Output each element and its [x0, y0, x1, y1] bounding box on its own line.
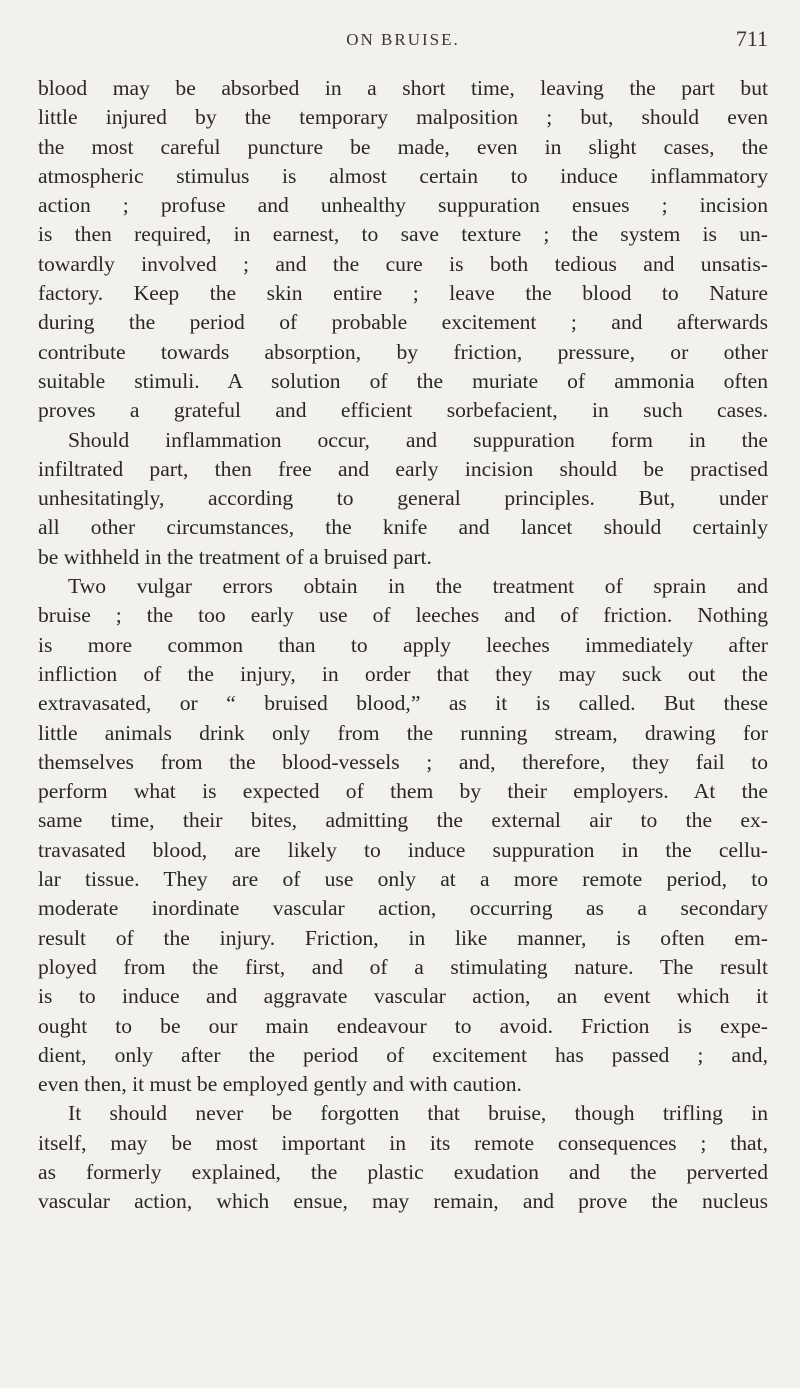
- text-line: infiltrated part, then free and early incision should be practised: [38, 456, 768, 481]
- text-line: even then, it must be employed gently and with caution.: [38, 1072, 522, 1097]
- text-line: as formerly explained, the plastic exudation and the perverted: [38, 1159, 768, 1184]
- text-line: travasated blood, are likely to induce suppuration in the cellu-: [38, 837, 768, 862]
- running-head: [38, 22, 768, 58]
- text-line: contribute towards absorption, by friction, pressure, or other: [38, 339, 768, 364]
- text-line: suitable stimuli. A solution of the muriate of ammonia often: [38, 368, 768, 393]
- page-number: 711: [735, 26, 768, 51]
- text-line: dient, only after the period of excitement has passed ; and,: [38, 1042, 768, 1067]
- text-line: moderate inordinate vascular action, occurring as a secondary: [38, 896, 768, 921]
- body-text: [38, 74, 768, 1217]
- paragraph-3: [38, 1099, 768, 1216]
- text-line: action ; profuse and unhealthy suppuration ensues ; incision: [38, 193, 768, 218]
- text-line: little injured by the temporary malposition ; but, should even: [38, 105, 768, 130]
- text-line: Two vulgar errors obtain in the treatment of sprain and: [68, 574, 768, 599]
- text-line: proves a grateful and efficient sorbefacient, in such cases.: [38, 398, 768, 423]
- text-line: same time, their bites, admitting the external air to the ex-: [38, 808, 768, 833]
- text-line: infliction of the injury, in order that they may suck out the: [38, 661, 768, 686]
- text-line: result of the injury. Friction, in like manner, is often em-: [38, 925, 768, 950]
- text-line: is more common than to apply leeches immediately after: [38, 632, 768, 657]
- text-line: factory. Keep the skin entire ; leave the blood to Nature: [38, 281, 768, 306]
- paragraph-2: [38, 572, 768, 1099]
- text-line: the most careful puncture be made, even in slight cases, the: [38, 134, 768, 159]
- text-line: blood may be absorbed in a short time, leaving the part but: [38, 76, 768, 100]
- text-line: bruise ; the too early use of leeches and of friction. Nothing: [38, 603, 768, 628]
- text-line: perform what is expected of them by their employers. At the: [38, 779, 768, 804]
- text-line: little animals drink only from the running stream, drawing for: [38, 720, 768, 745]
- text-line: ought to be our main endeavour to avoid. Friction is expe-: [38, 1013, 768, 1038]
- text-line: themselves from the blood-vessels ; and, therefore, they fail to: [38, 749, 768, 774]
- text-line: towardly involved ; and the cure is both tedious and unsatis-: [38, 251, 768, 276]
- running-title: ON BRUISE.: [346, 30, 460, 49]
- text-line: It should never be forgotten that bruise, though trifling in: [68, 1101, 768, 1126]
- text-line: all other circumstances, the knife and lancet should certainly: [38, 515, 768, 540]
- text-line: during the period of probable excitement ; and afterwards: [38, 310, 768, 335]
- text-line: unhesitatingly, according to general principles. But, under: [38, 486, 768, 511]
- text-line: itself, may be most important in its remote consequences ; that,: [38, 1130, 768, 1155]
- text-line: is then required, in earnest, to save texture ; the system is un-: [38, 222, 768, 247]
- text-line: atmospheric stimulus is almost certain to induce inflammatory: [38, 163, 768, 188]
- text-line: is to induce and aggravate vascular action, an event which it: [38, 984, 768, 1009]
- text-line: extravasated, or “ bruised blood,” as it is called. But these: [38, 691, 768, 716]
- text-line: be withheld in the treatment of a bruised part.: [38, 544, 432, 569]
- text-line: Should inflammation occur, and suppuration form in the: [68, 427, 768, 452]
- text-line: ployed from the first, and of a stimulating nature. The result: [38, 954, 768, 979]
- text-line: lar tissue. They are of use only at a more remote period, to: [38, 867, 768, 892]
- text-line: vascular action, which ensue, may remain, and prove the nucleus: [38, 1189, 768, 1214]
- paragraph-1: [38, 74, 768, 572]
